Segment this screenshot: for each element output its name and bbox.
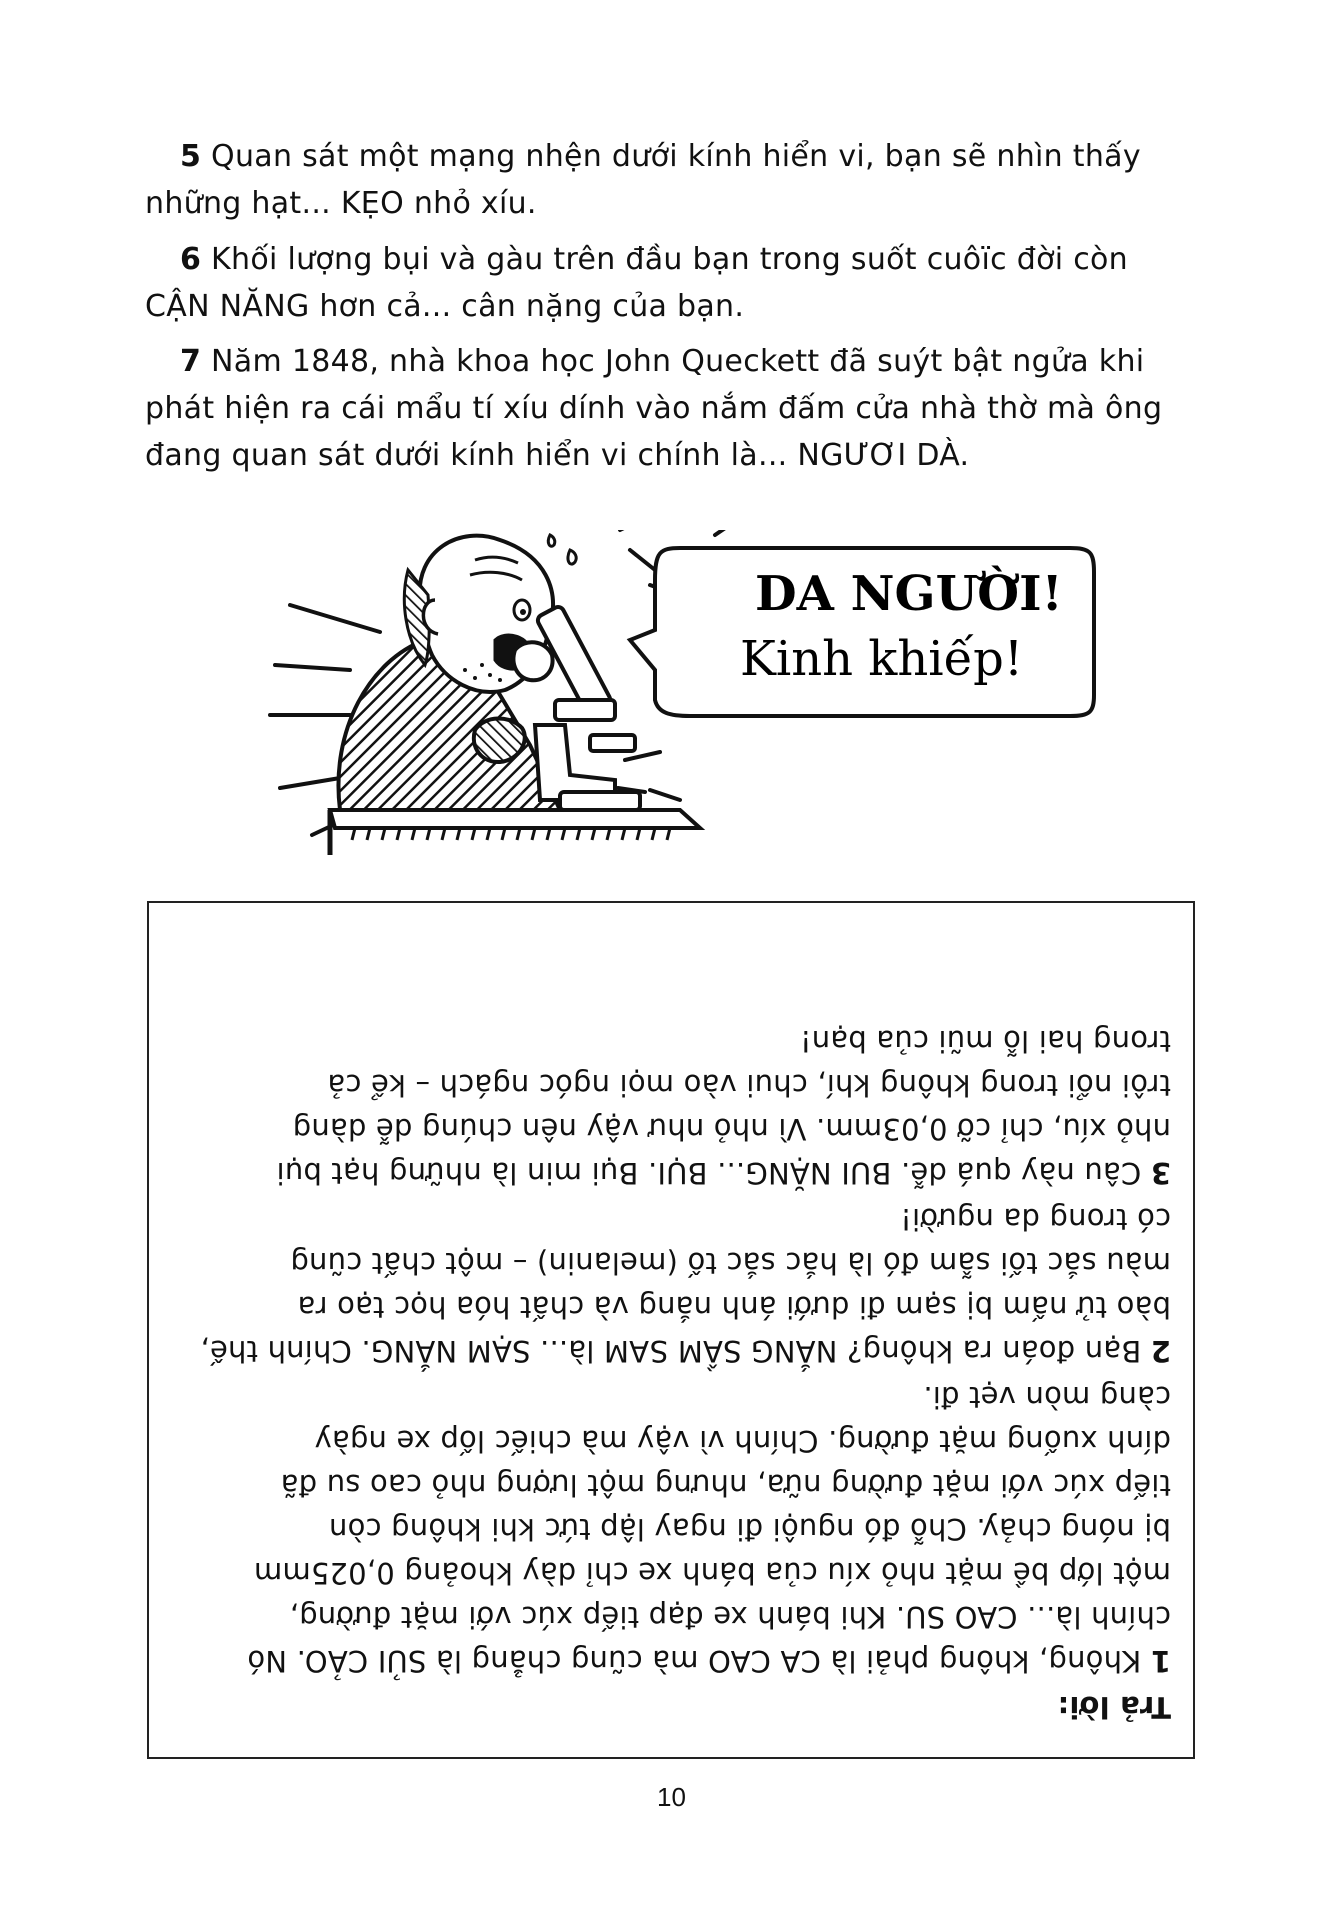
answer-text-line: bị nóng chảy. Chỗ đó nguội đi ngay lập tức khi không còn xyxy=(328,1512,1171,1546)
cartoon-scientist-microscope-illustration xyxy=(260,530,1100,865)
fact-5 xyxy=(145,133,1195,227)
fact-text-line: Quan sát một mạng nhện dưới kính hiển vi, bạn sẽ nhìn thấy xyxy=(211,139,1141,174)
answer-text-line: nhỏ xíu, chỉ cỡ 0,03mm. Vì nhỏ như vậy nên chúng dễ dàng xyxy=(292,1112,1171,1146)
answer-box-rotated-content xyxy=(149,903,1193,1757)
speech-bubble-line1: DA NGƯỜI! xyxy=(755,566,1063,622)
answer-text-line: có trong da người! xyxy=(900,1202,1171,1236)
fact-text-line: đang quan sát dưới kính hiển vi chính là... NGƯƠI DÀ. xyxy=(145,438,970,473)
answer-text-line: bào tử nấm bị sạm đi dưới ánh nắng và chất hóa học tạo ra xyxy=(297,1290,1171,1324)
desk xyxy=(330,810,700,855)
answer-text-line: Không, không phải là CA CAO mà cũng chẳng là SỦI CẢO. Nó xyxy=(247,1644,1142,1678)
answer-title: Trả lời: xyxy=(1057,1690,1171,1724)
answer-text-line: chính là... CAO SU. Khi bánh xe đạp tiếp xúc với mặt đường, xyxy=(289,1600,1171,1634)
answer-text-line: Câu này quá dễ. BUI NẶNG... BỤI. Bụi min là những hạt bụi xyxy=(276,1156,1142,1190)
fact-text-line: Khối lượng bụi và gàu trên đầu bạn trong suốt cuôïc đời còn xyxy=(211,242,1128,277)
answer-box xyxy=(147,901,1195,1759)
answer-text-line: màu sắc tối sẫm đó là hắc sắc tố (melanin) – một chất cũng xyxy=(290,1246,1171,1280)
fact-number: 6 xyxy=(180,242,202,277)
fact-text-line: phát hiện ra cái mẩu tí xíu dính vào nắm đấm cửa nhà thờ mà ông xyxy=(145,391,1163,426)
answer-item-2 xyxy=(171,1197,1171,1373)
answer-text-line: dính xuống mặt đường. Chính vì vậy mà chiếc lốp xe ngày xyxy=(314,1424,1171,1458)
fact-text-line: CẬN NĂNG hơn cả... cân nặng của bạn. xyxy=(145,289,745,324)
fact-7 xyxy=(145,338,1195,479)
answer-text-line: Bạn đoán ra không? NẮNG SẦM SAM là... SẠM NẮNG. Chính thế, xyxy=(200,1334,1142,1368)
answer-number: 3 xyxy=(1150,1156,1171,1190)
fact-text-line: Năm 1848, nhà khoa học John Queckett đã suýt bật ngửa khi xyxy=(211,344,1145,379)
answer-number: 1 xyxy=(1150,1644,1171,1678)
fact-number: 7 xyxy=(180,344,202,379)
answer-number: 2 xyxy=(1150,1334,1171,1368)
answer-item-1 xyxy=(171,1375,1171,1683)
speech-bubble-line2: Kinh khiếp! xyxy=(740,631,1024,687)
answer-text-line: trôi nổi trong không khí, chui vào mọi ngóc ngách – kể cả xyxy=(327,1068,1171,1102)
page-number: 10 xyxy=(657,1782,686,1812)
fact-text-line: những hạt... KẸO nhỏ xíu. xyxy=(145,186,537,221)
speech-bubble xyxy=(630,548,1094,716)
answer-text-line: trong hai lỗ mũi của bạn! xyxy=(799,1024,1171,1058)
answer-item-3 xyxy=(171,1019,1171,1195)
fact-6 xyxy=(145,236,1195,330)
answer-text-line: một lớp bề mặt nhỏ xíu của bánh xe chỉ dày khoảng 0,025mm xyxy=(253,1556,1171,1590)
answer-text-line: càng mòn vẹt đi. xyxy=(923,1380,1171,1414)
answer-text-line: tiếp xúc với mặt đường nữa, nhưng một lượng nhỏ cao su đã xyxy=(280,1468,1171,1502)
fact-number: 5 xyxy=(180,139,202,174)
